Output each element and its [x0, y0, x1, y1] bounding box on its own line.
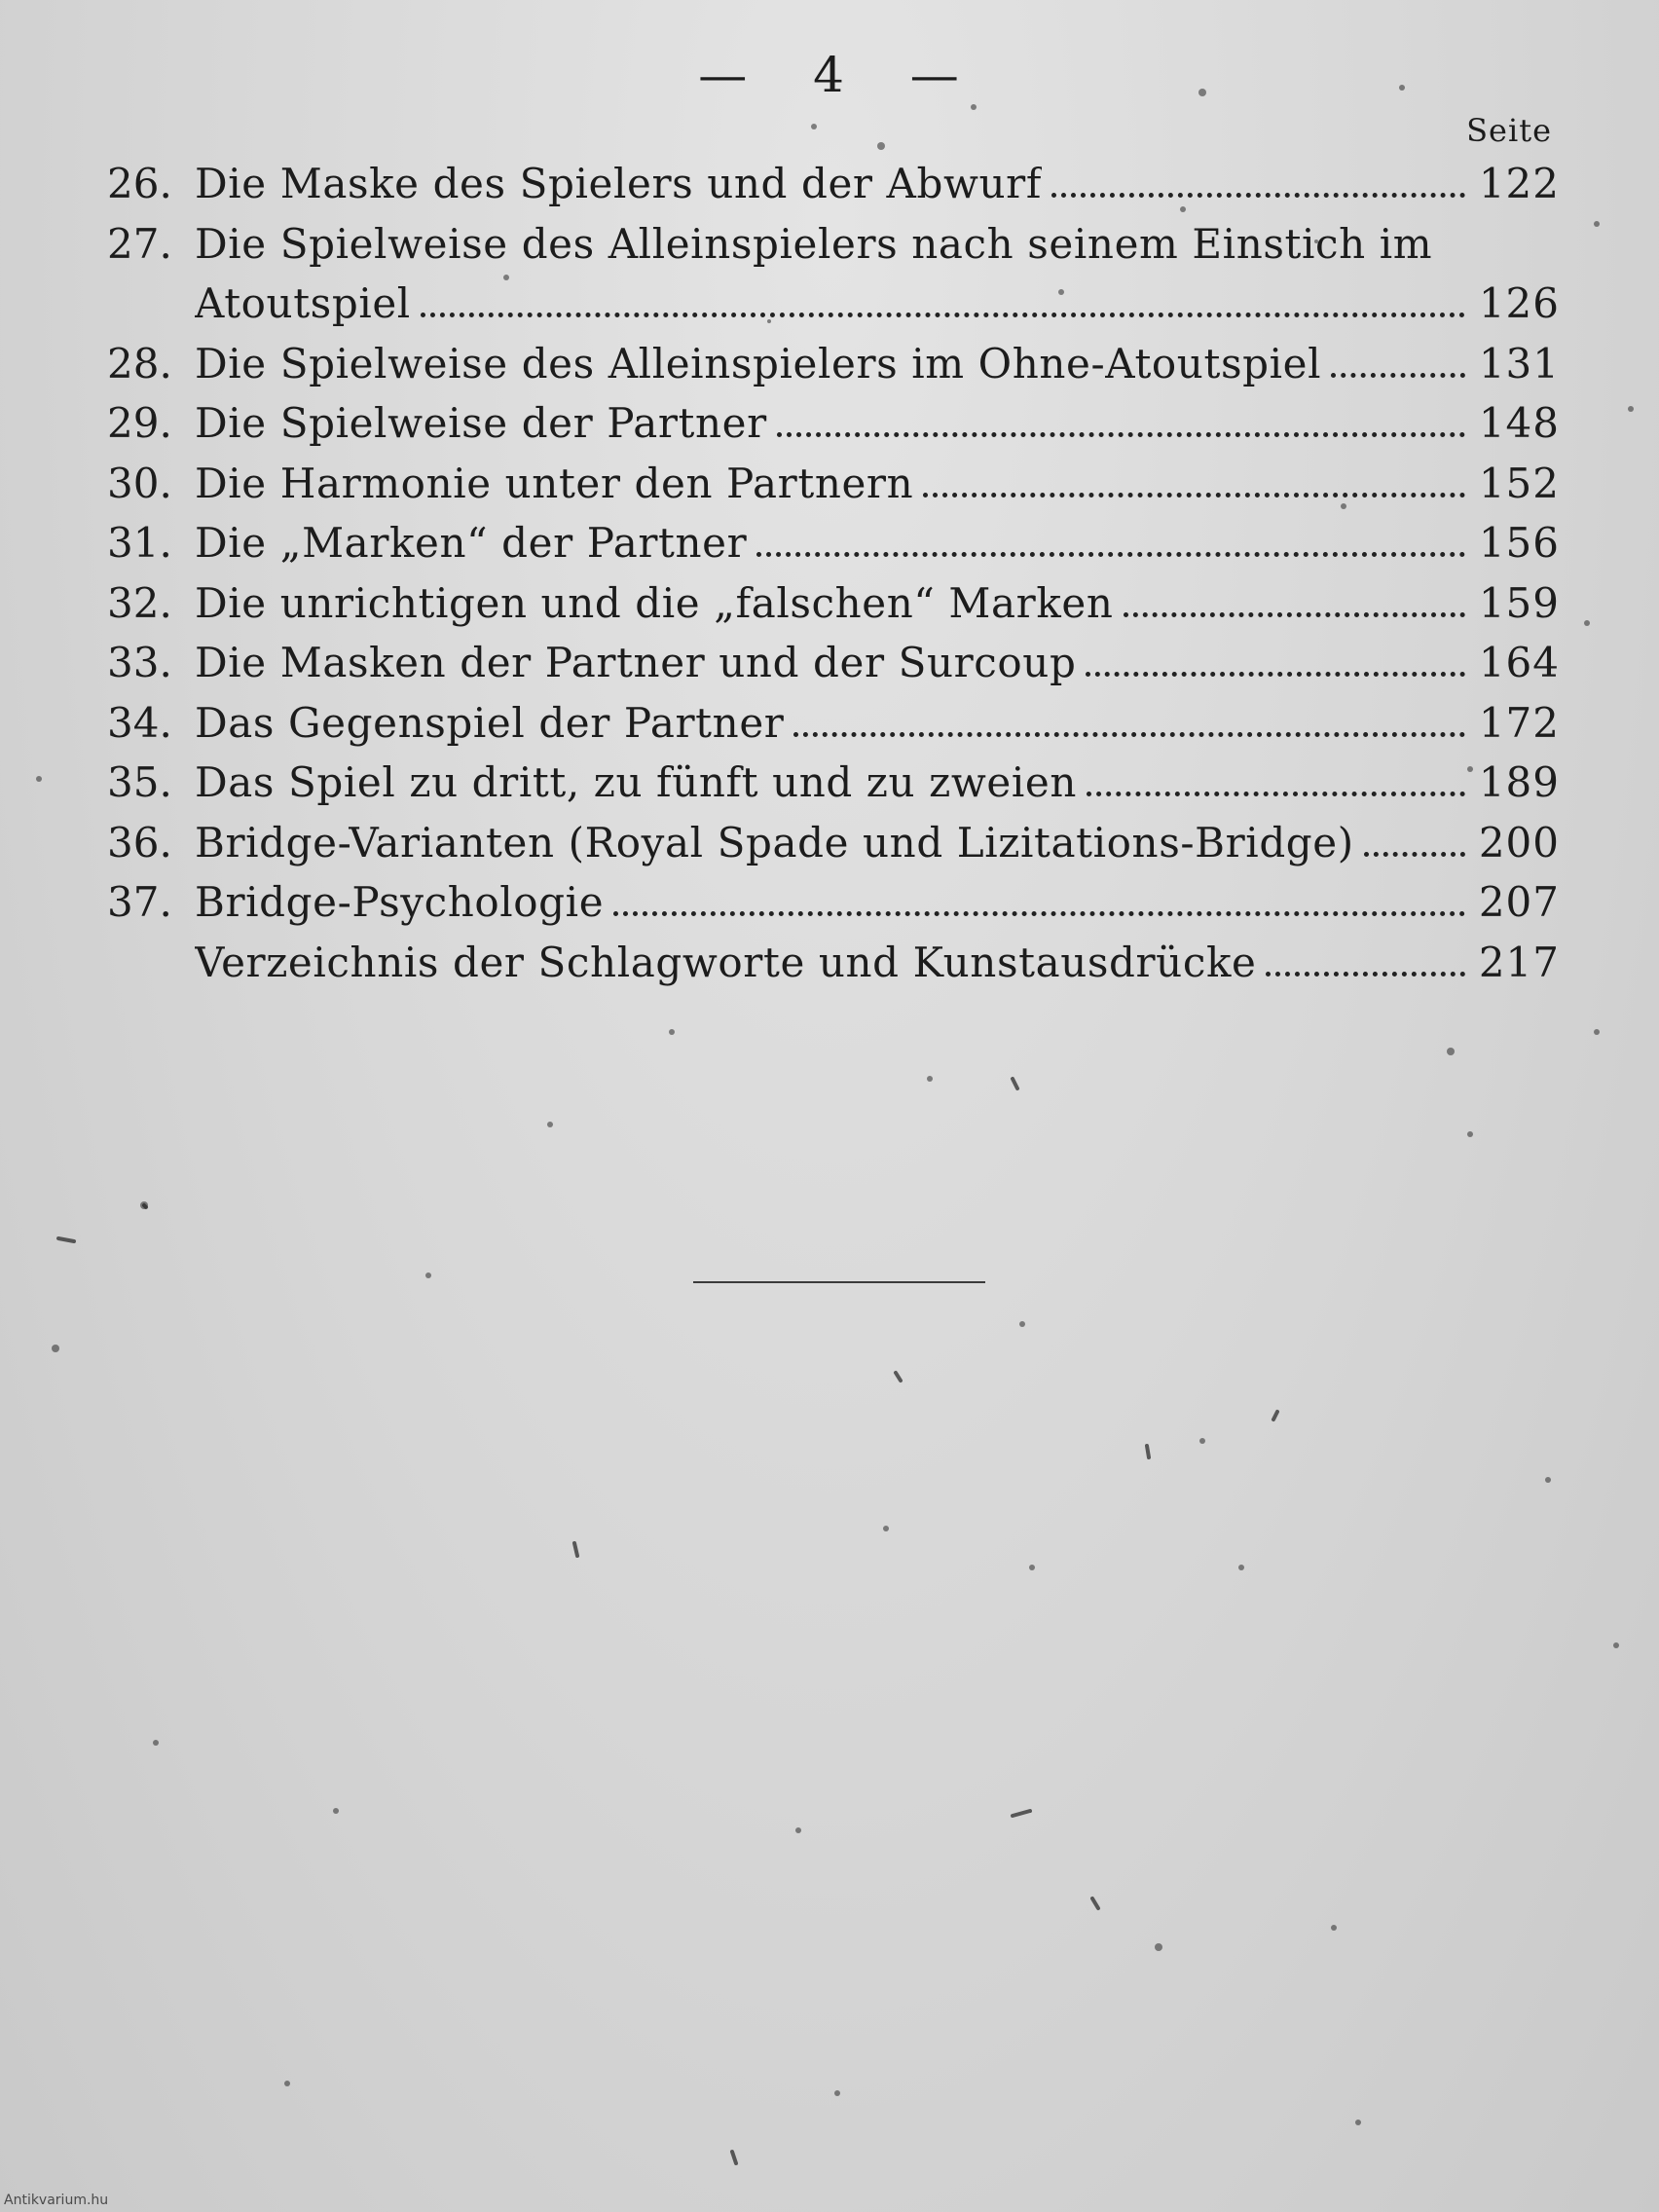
page-column-label: Seite: [1466, 112, 1552, 149]
toc-entry-title: Atoutspiel: [195, 279, 411, 327]
toc-entry-number: 36.: [107, 818, 172, 866]
dot-leader: [1087, 792, 1465, 796]
toc-entry-number: 35.: [107, 758, 172, 806]
dot-leader: [1086, 672, 1464, 677]
dot-leader: [1051, 193, 1465, 198]
toc-entry-number: 34.: [107, 698, 172, 747]
toc-entry-page: 159: [1478, 578, 1560, 627]
toc-entry-title: Das Gegenspiel der Partner: [195, 698, 785, 747]
dot-leader: [793, 732, 1464, 737]
toc-entry: [107, 933, 1560, 993]
toc-entry-title: Die Maske des Spielers und der Abwurf: [195, 160, 1042, 207]
toc-entry: [107, 454, 1560, 514]
toc-entry: [107, 872, 1560, 933]
toc-entry-number: 26.: [107, 160, 172, 207]
toc-entry-title: Bridge-Psychologie: [195, 878, 605, 926]
toc-entry-number: 37.: [107, 878, 172, 926]
toc-entry-continuation: [107, 274, 1560, 334]
toc-entry: [107, 154, 1560, 214]
toc-entry-title: Die Masken der Partner und der Surcoup: [195, 639, 1077, 686]
toc-entry-number: 29.: [107, 399, 172, 447]
dot-leader: [421, 313, 1465, 317]
dot-leader: [1331, 373, 1465, 378]
toc-entry: [107, 813, 1560, 873]
site-watermark: Antikvarium.hu: [4, 2193, 109, 2208]
toc-entry: [107, 393, 1560, 454]
toc-entry: [107, 513, 1560, 573]
toc-entry: [107, 334, 1560, 394]
toc-entry: [107, 214, 1560, 275]
toc-entry-title: Die unrichtigen und die „falschen“ Marken: [195, 578, 1114, 627]
toc-entry: [107, 633, 1560, 693]
dot-leader: [1266, 972, 1464, 977]
toc-entry-page: 172: [1478, 698, 1560, 747]
toc-entry-page: 131: [1478, 339, 1560, 387]
toc-entry-title: Die Spielweise der Partner: [195, 399, 767, 447]
dot-leader: [923, 493, 1465, 498]
toc-entry-number: 32.: [107, 578, 172, 627]
toc-entry-page: 217: [1478, 938, 1560, 986]
page-number: — 4 —: [698, 47, 961, 103]
toc-entry-number: 30.: [107, 459, 172, 507]
toc-entry-page: 156: [1478, 519, 1560, 567]
toc-entry-page: 126: [1478, 279, 1560, 327]
dot-leader: [613, 911, 1465, 916]
toc-entry-title: Das Spiel zu dritt, zu fünft und zu zweien: [195, 758, 1078, 806]
dot-leader: [777, 432, 1465, 437]
dot-leader: [1364, 852, 1465, 857]
toc-entry-title: Die Spielweise des Alleinspielers nach seinem Einstich im: [195, 219, 1433, 268]
dot-leader: [1124, 612, 1465, 617]
toc-entry-number: 31.: [107, 519, 172, 567]
toc-entry-number: 28.: [107, 339, 172, 387]
toc-entry-number: 33.: [107, 639, 172, 686]
toc-entry-page: 200: [1478, 818, 1560, 866]
toc-entry-title: Bridge-Varianten (Royal Spade und Lizitations-Bridge): [195, 818, 1354, 866]
toc-entry-page: 164: [1478, 639, 1560, 686]
toc-entry-title: Verzeichnis der Schlagworte und Kunstausdrücke: [195, 938, 1257, 986]
toc-entry-page: 122: [1478, 160, 1560, 207]
toc-entry-title: Die Spielweise des Alleinspielers im Ohne-Atoutspiel: [195, 339, 1322, 387]
toc-entry-number: 27.: [107, 219, 172, 268]
toc-entry-title: Die „Marken“ der Partner: [195, 519, 748, 567]
toc-entry-title: Die Harmonie unter den Partnern: [195, 459, 914, 507]
section-end-rule: [693, 1281, 985, 1283]
toc-entry: [107, 693, 1560, 754]
toc-entry-page: 148: [1478, 399, 1560, 447]
table-of-contents: [107, 154, 1560, 992]
toc-entry-page: 207: [1478, 878, 1560, 926]
dot-leader: [756, 552, 1465, 557]
toc-entry: [107, 753, 1560, 813]
toc-entry: [107, 573, 1560, 634]
toc-entry-page: 152: [1478, 459, 1560, 507]
toc-entry-page: 189: [1478, 758, 1560, 806]
